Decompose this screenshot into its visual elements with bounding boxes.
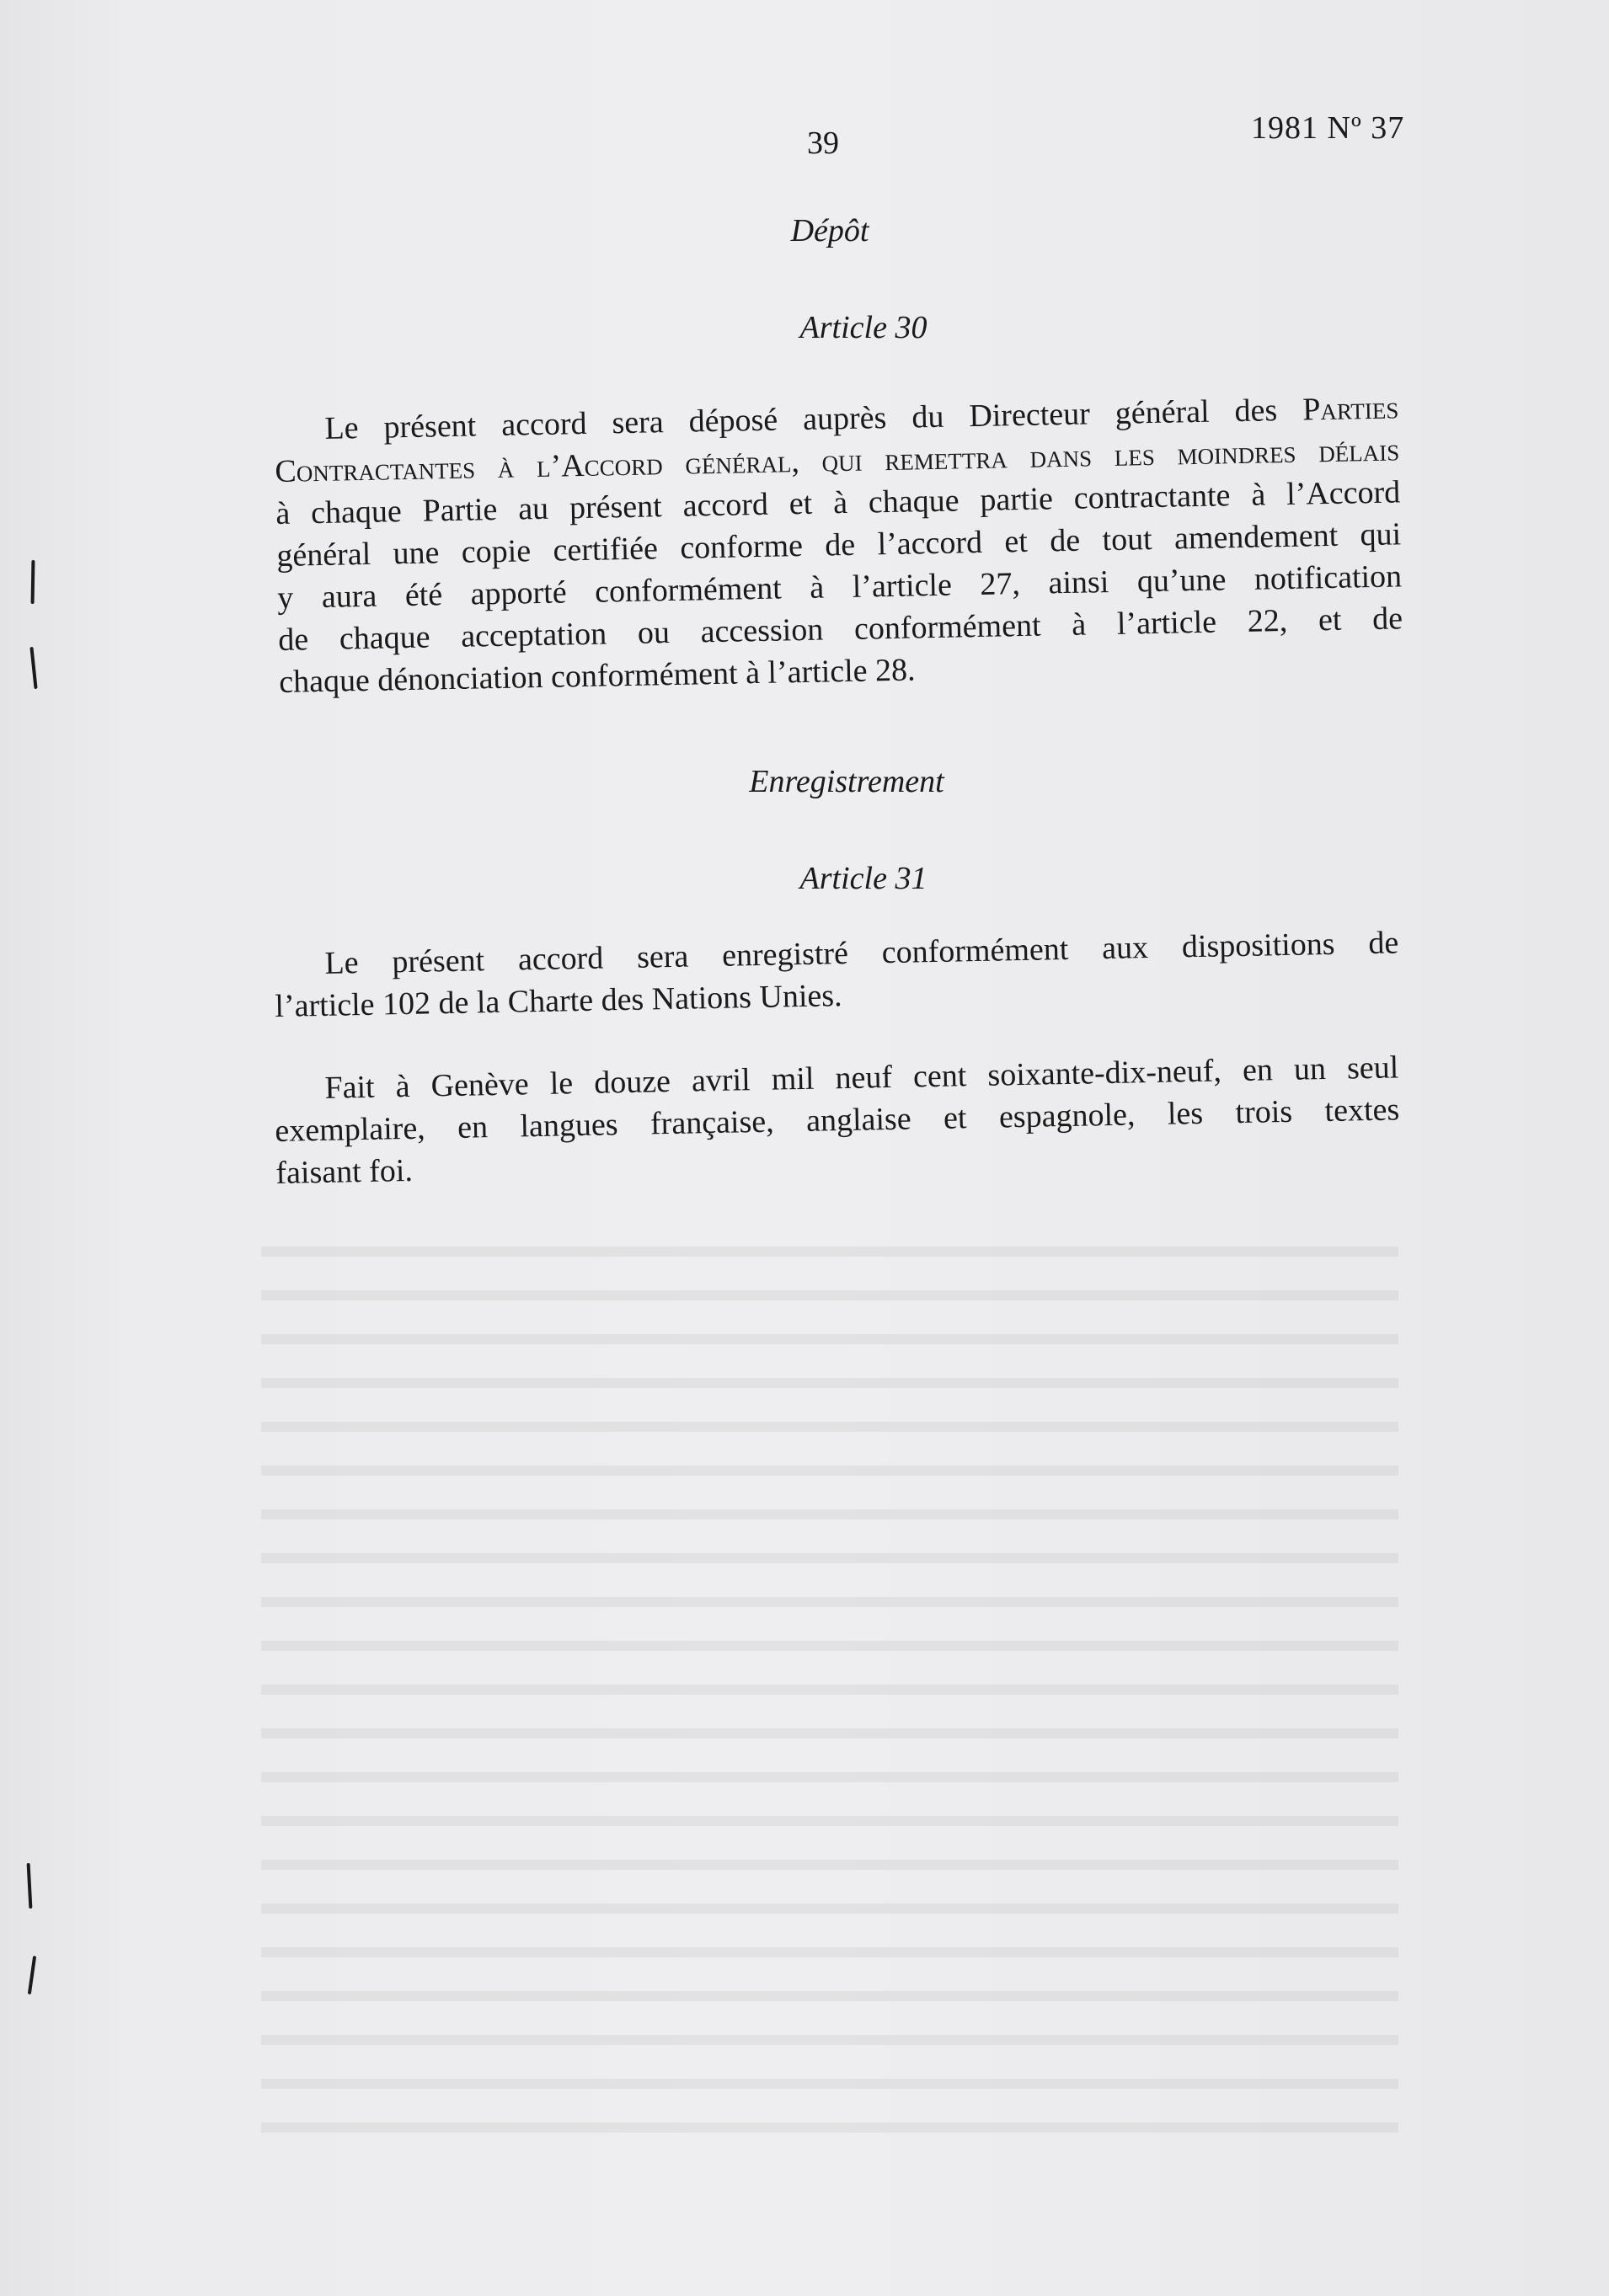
paragraph-line: l’article 102 de la Charte des Nations Unies. (275, 978, 842, 1024)
small-caps-text: Parties (1302, 390, 1399, 428)
article-30-title: Article 30 (799, 310, 927, 345)
paragraph-line: chaque dénonciation conformément à l’article 28. (278, 652, 916, 700)
margin-mark (27, 1863, 33, 1909)
paragraph-line: de chaque acceptation ou accession conformément à l’article 22, et de (277, 601, 1403, 658)
paragraph-line: y aura été apporté conformément à l’article 27, ainsi qu’une notification (276, 558, 1403, 616)
closing-paragraph (274, 1046, 1401, 1194)
margin-mark (28, 1956, 36, 1994)
paragraph-line: faisant foi. (275, 1152, 414, 1191)
paragraph-line: Le présent accord sera déposé auprès du Directeur général des Parties (324, 390, 1399, 446)
year-number: 1981 Nº 37 (1251, 110, 1405, 146)
paragraph-line: général une copie certifiée conforme de l’accord et de tout amendement qui (275, 516, 1402, 574)
paragraph-line: Le présent accord sera enregistré conformément aux dispositions de (324, 925, 1399, 981)
section-title-enregistrement: Enregistrement (749, 764, 944, 799)
paragraph-line: Contractantes à l’Accord général, qui remettra dans les moindres délais (275, 432, 1400, 489)
page-number: 39 (807, 125, 839, 161)
paragraph-line: à chaque Partie au présent accord et à chaque partie contractante à l’Accord (275, 474, 1401, 531)
article-31-title: Article 31 (799, 861, 927, 896)
article-31-paragraph (274, 921, 1400, 1028)
section-title-depot: Dépôt (790, 213, 869, 248)
margin-mark (31, 560, 35, 604)
paragraph-line: Fait à Genève le douze avril mil neuf cent soixante-dix-neuf, en un seul (324, 1049, 1399, 1106)
page-header (0, 109, 1609, 160)
margin-mark (29, 647, 37, 689)
paragraph-line: exemplaire, en langues française, anglaise et espagnole, les trois textes (275, 1092, 1400, 1149)
bleed-through-text (261, 1221, 1398, 2148)
article-30-paragraph (274, 387, 1403, 703)
